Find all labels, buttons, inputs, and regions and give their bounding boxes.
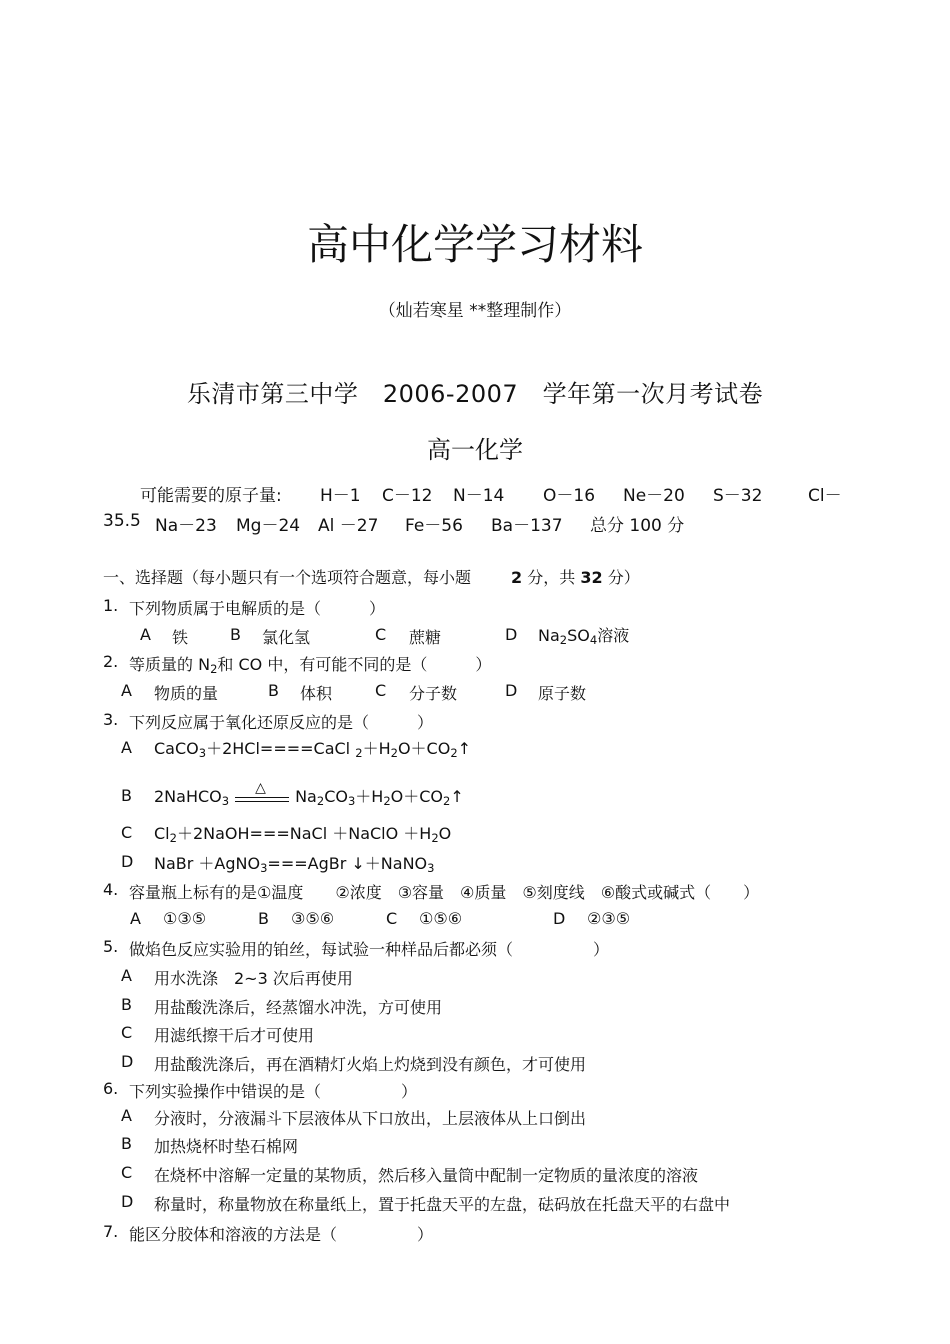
points-total: 32 <box>580 568 603 587</box>
atomic-mass-item: Al －27 <box>318 516 379 536</box>
atomic-mass-item: N－14 <box>453 486 505 506</box>
question-number: 2. <box>103 652 119 671</box>
option-text: 物质的量 <box>154 684 219 703</box>
option-letter: D <box>121 1052 134 1071</box>
delta-symbol: △ <box>255 779 266 796</box>
option-text: 用盐酸洗涤后，再在酒精灯火焰上灼烧到没有颜色，才可使用 <box>154 1055 587 1074</box>
option-letter: C <box>121 823 133 842</box>
option-equation: 2NaHCO$_3$ △ $Na_2CO_3+H_2O+CO_2↑$ <box>154 779 464 808</box>
option-text: 原子数 <box>538 684 587 703</box>
atomic-mass-item: S－32 <box>713 486 763 506</box>
question-number: 3. <box>103 710 119 729</box>
option-text: 称量时，称量物放在称量纸上，置于托盘天平的左盘，砝码放在托盘天平的右盘中 <box>154 1195 731 1214</box>
option-letter: C <box>375 681 387 700</box>
option-text: 分液时，分液漏斗下层液体从下口放出，上层液体从上口倒出 <box>154 1109 587 1128</box>
option-letter: B <box>121 786 132 805</box>
atomic-mass-item: O－16 <box>543 486 596 506</box>
atomic-mass-item: 35.5 <box>103 511 141 531</box>
atomic-mass-item: Mg－24 <box>236 516 301 536</box>
option-text: ③⑤⑥ <box>291 909 335 928</box>
option-text: 用滤纸擦干后才可使用 <box>154 1026 315 1045</box>
option-text: 加热烧杯时垫石棉网 <box>154 1137 299 1156</box>
atomic-mass-item: Ba－137 <box>491 516 563 536</box>
option-formula: $Na_2SO_4$溶液 <box>538 626 630 647</box>
question-number: 7. <box>103 1222 119 1241</box>
option-letter: C <box>386 909 398 928</box>
option-letter: C <box>121 1163 133 1182</box>
option-letter: C <box>121 1023 133 1042</box>
option-letter: B <box>121 995 132 1014</box>
option-text: 蔗糖 <box>409 628 442 647</box>
section-heading-pre: 一、选择题（每小题只有一个选项符合题意，每小题 <box>103 568 472 587</box>
atomic-mass-item: H－1 <box>320 486 361 506</box>
subject-title: 高一化学 <box>427 436 523 464</box>
option-equation: NaBr ＋AgNO$_3$===AgBr ↓＋NaNO$_3$ <box>154 854 435 875</box>
option-equation: $Cl_2+2NaOH===NaCl$ ＋NaClO $+H_2O$ <box>154 824 452 845</box>
question-text: 容量瓶上标有的是①温度 ②浓度 ③容量 ④质量 ⑤刻度线 ⑥酸式或碱式（ ） <box>129 883 760 902</box>
question-text: 能区分胶体和溶液的方法是（ ） <box>129 1225 434 1244</box>
option-text: 铁 <box>172 628 189 647</box>
section-heading-post: 分） <box>607 568 640 587</box>
atomic-mass-item: Ne－20 <box>623 486 685 506</box>
option-text: 分子数 <box>409 684 458 703</box>
option-text: 用水洗涤 2~3 次后再使用 <box>154 969 353 988</box>
option-letter: D <box>553 909 566 928</box>
option-text: ②③⑤ <box>587 909 631 928</box>
option-letter: D <box>121 852 134 871</box>
question-number: 6. <box>103 1079 119 1098</box>
atomic-mass-item: Na－23 <box>155 516 217 536</box>
option-letter: D <box>505 681 518 700</box>
option-letter: A <box>140 625 151 644</box>
points-each: 2 <box>511 568 523 587</box>
option-letter: A <box>121 966 132 985</box>
option-letter: B <box>258 909 269 928</box>
total-score: 总分 100 分 <box>590 516 685 536</box>
atomic-masses-label: 可能需要的原子量: <box>140 486 282 506</box>
question-text: 做焰色反应实验用的铂丝，每试验一种样品后都必须（ ） <box>129 940 610 959</box>
question-number: 5. <box>103 937 119 956</box>
option-letter: B <box>230 625 241 644</box>
question-text: 下列实验操作中错误的是（ ） <box>129 1082 418 1101</box>
option-text: 在烧杯中溶解一定量的某物质，然后移入量筒中配制一定物质的量浓度的溶液 <box>154 1166 699 1185</box>
question-number: 1. <box>103 596 119 615</box>
option-text: ①⑤⑥ <box>419 909 463 928</box>
section-heading-mid: 分，共 <box>527 568 576 587</box>
option-letter: B <box>268 681 279 700</box>
question-number: 4. <box>103 880 119 899</box>
atomic-mass-item: Fe－56 <box>405 516 463 536</box>
exam-title: 乐清市第三中学 2006-2007 学年第一次月考试卷 <box>186 380 764 408</box>
option-letter: A <box>121 738 132 757</box>
document-title: 高中化学学习材料 <box>306 220 643 269</box>
document-subtitle: （灿若寒星 **整理制作） <box>378 301 572 321</box>
atomic-mass-item: Cl－ <box>808 486 842 506</box>
option-letter: D <box>121 1192 134 1211</box>
question-text: 下列物质属于电解质的是（ ） <box>129 599 386 618</box>
option-letter: A <box>130 909 141 928</box>
option-text: 体积 <box>300 684 333 703</box>
atomic-mass-item: C－12 <box>382 486 433 506</box>
option-letter: D <box>505 625 518 644</box>
option-equation: CaCO$_3$＋2HCl====CaCl $_2+H_2O+CO_2↑$ <box>154 739 472 760</box>
option-letter: C <box>375 625 387 644</box>
section-heading <box>103 565 640 588</box>
option-text: ①③⑤ <box>163 909 207 928</box>
heat-arrow <box>235 779 289 808</box>
option-letter: A <box>121 681 132 700</box>
option-text: 用盐酸洗涤后，经蒸馏水冲洗，方可使用 <box>154 998 443 1017</box>
option-letter: A <box>121 1106 132 1125</box>
question-text: 下列反应属于氧化还原反应的是（ ） <box>129 713 434 732</box>
option-text: 氯化氢 <box>262 628 311 647</box>
question-text: 等质量的 $N_2$和 CO 中，有可能不同的是（ ） <box>129 655 492 676</box>
option-letter: B <box>121 1134 132 1153</box>
